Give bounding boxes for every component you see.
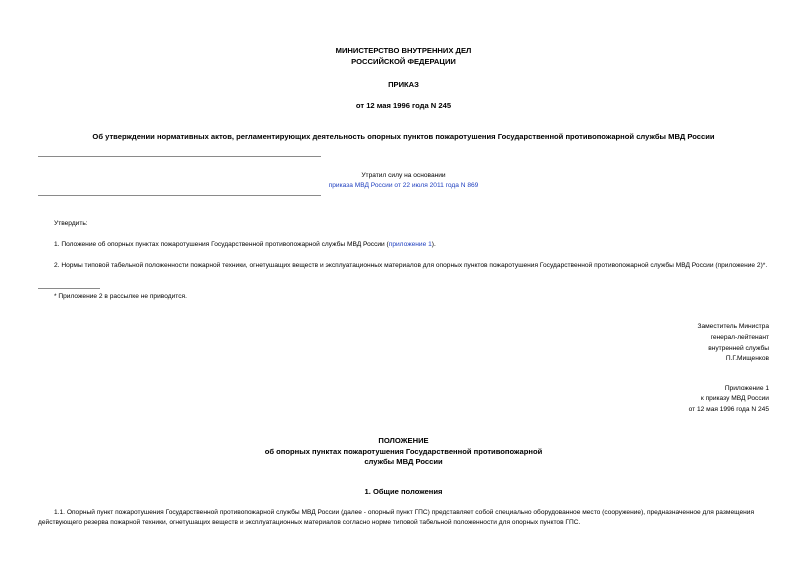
footnote: * Приложение 2 в рассылке не приводится. bbox=[54, 293, 187, 300]
doc-date: от 12 мая 1996 года N 245 bbox=[355, 101, 452, 110]
signature-rank: генерал-лейтенант bbox=[710, 334, 769, 341]
item-1-text: 1. Положение об опорных пунктах пожаротушения Государственной противопожарной службы МВД России ( bbox=[54, 241, 389, 248]
repeal-link[interactable]: приказа МВД России от 22 июля 2011 года N 869 bbox=[328, 182, 479, 189]
doc-title: Об утверждении нормативных актов, регламентирующих деятельность опорных пунктов пожаротушения Государственной противопожарной службы МВД России bbox=[92, 132, 715, 141]
signature-service: внутренней службы bbox=[708, 345, 769, 352]
regulation-title: ПОЛОЖЕНИЕ bbox=[378, 436, 429, 445]
regulation-subtitle-2: службы МВД России bbox=[364, 457, 443, 466]
footnote-separator bbox=[38, 288, 100, 289]
approve-label: Утвердить: bbox=[54, 220, 88, 227]
appendix-label: Приложение 1 bbox=[724, 385, 769, 392]
signature-name: П.Г.Мищенков bbox=[725, 355, 769, 362]
doc-type: ПРИКАЗ bbox=[388, 80, 419, 89]
repeal-link-line bbox=[0, 181, 807, 190]
ministry-line-1: МИНИСТЕРСТВО ВНУТРЕННИХ ДЕЛ bbox=[335, 46, 472, 55]
separator-line bbox=[38, 195, 321, 196]
appendix-date: от 12 мая 1996 года N 245 bbox=[688, 406, 769, 413]
section-heading: 1. Общие положения bbox=[364, 487, 443, 496]
item-1 bbox=[54, 240, 436, 249]
appendix-1-link[interactable]: приложение 1 bbox=[388, 241, 432, 248]
section-paragraph: 1.1. Опорный пункт пожаротушения Государственной противопожарной службы МВД России (далее - опорный пункт ГПС) представляет собой специально оборудованное место (сооружение), предназначенное для размещения действующего резерва пожарной техники, огнетушащих веществ и эксплуатационных материалов согласно норме типовой табельной положенности для опорных пунктов ГПС. bbox=[38, 509, 755, 526]
signature-position: Заместитель Министра bbox=[697, 323, 769, 330]
item-2: 2. Нормы типовой табельной положенности пожарной техники, огнетушащих веществ и эксплуатационных материалов для опорных пунктов пожаротушения Государственной противопожарной службы МВД России (приложение 2)*. bbox=[54, 262, 768, 269]
ministry-line-2: РОССИЙСКОЙ ФЕДЕРАЦИИ bbox=[351, 57, 456, 66]
regulation-subtitle-1: об опорных пунктах пожаротушения Государственной противопожарной bbox=[264, 447, 543, 456]
item-1-tail: ). bbox=[431, 241, 436, 248]
repeal-note: Утратил силу на основании bbox=[361, 172, 446, 179]
appendix-order: к приказу МВД России bbox=[700, 395, 769, 402]
separator-line bbox=[38, 156, 321, 157]
